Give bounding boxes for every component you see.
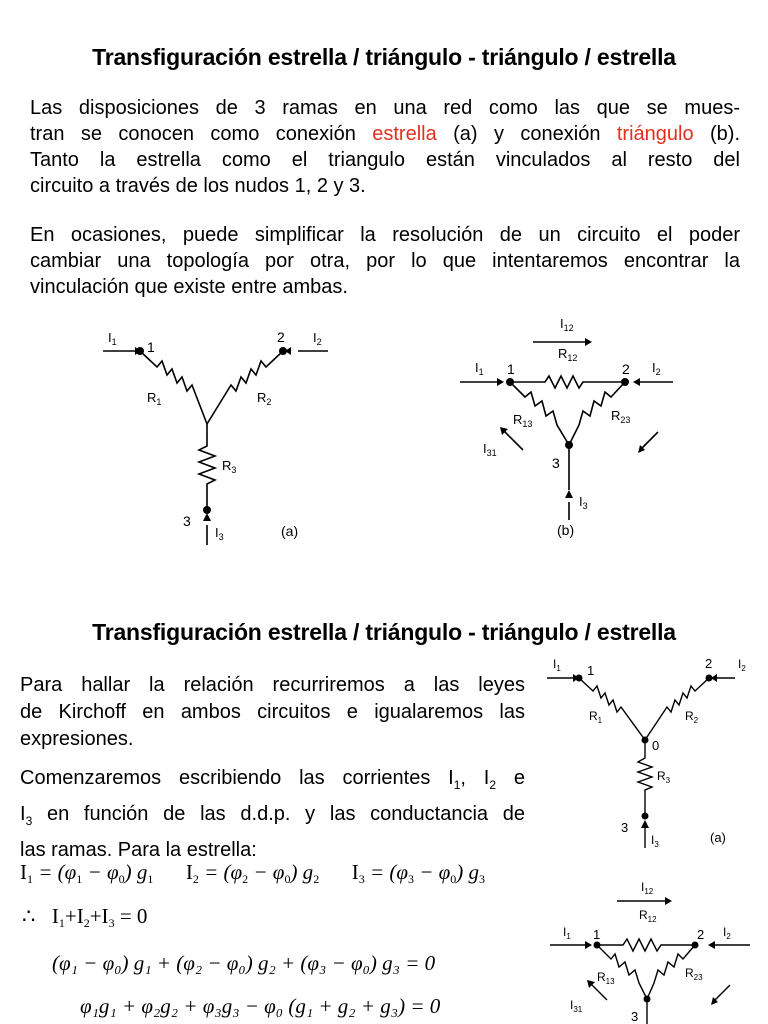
i3-arrow-icon — [203, 513, 211, 521]
currents-text: Comenzaremos escribiendo las corrientes I — [20, 767, 454, 789]
caption-a: (a) — [281, 523, 299, 539]
label-node-3: 3 — [183, 513, 191, 529]
eq-term: ) g — [124, 860, 148, 884]
label-r12: $R_{12}$ — [558, 346, 578, 363]
currents-line-2 — [20, 800, 525, 836]
equation-potentials: (φ₁ − φ₀) g₁ + (φ₂ − φ₀) g₂ + (φ₃ − φ₀) g₃ = 0 — [52, 951, 436, 975]
node-3 — [203, 506, 211, 514]
label-r23: $R_{23}$ — [611, 408, 631, 425]
i3-arrow-icon — [641, 820, 649, 828]
slide-2-title: Transfiguración estrella / triángulo - triángulo / estrella — [92, 619, 676, 645]
relation-paragraph — [20, 672, 525, 753]
eq-term: = (φ — [364, 860, 408, 884]
label-i1: $I_1$ — [563, 925, 571, 941]
node-3 — [644, 996, 651, 1003]
equation-currents — [20, 860, 485, 887]
label-node-1: 1 — [507, 361, 515, 377]
i2-arrow-icon — [708, 941, 715, 949]
star-diagram-small — [545, 658, 760, 853]
node-2 — [692, 942, 699, 949]
label-r13: $R_{13}$ — [597, 970, 615, 986]
eq-sub: 0 — [450, 872, 457, 886]
label-r1: $R_1$ — [589, 709, 603, 725]
eq-term: = (φ — [33, 860, 77, 884]
i3-arrow-icon — [565, 490, 573, 498]
relation-line-3: expresiones. — [20, 728, 134, 750]
intro-text: tran se conocen como conexión — [30, 123, 373, 145]
label-i31: $I_{31}$ — [570, 998, 583, 1014]
i1-arrow-icon — [497, 378, 504, 386]
eq-sub: 1 — [147, 872, 154, 886]
label-i12: $I_{12}$ — [641, 881, 654, 896]
intro-text: (b). — [693, 123, 741, 145]
label-i3: $I_3$ — [651, 833, 659, 849]
label-i2: $I_2$ — [313, 330, 322, 347]
equation-kirchhoff-sum — [22, 904, 147, 931]
eq-sub: 0 — [284, 872, 291, 886]
triangulo-highlight: triángulo — [616, 123, 694, 145]
slide-2 — [0, 596, 768, 1024]
eq-term: − φ — [413, 860, 451, 884]
eq-term: ) g — [456, 860, 480, 884]
eq-sub: 2 — [242, 872, 249, 886]
i12-arrow-icon — [585, 338, 592, 346]
i2-arrow-icon — [633, 378, 640, 386]
slide-1-title: Transfiguración estrella / triángulo - triángulo / estrella — [92, 44, 676, 70]
second-paragraph — [30, 222, 740, 300]
label-i2: $I_2$ — [723, 925, 731, 941]
label-r2: $R_2$ — [685, 709, 699, 725]
eq-term: = 0 — [114, 904, 148, 928]
node-2 — [279, 347, 287, 355]
eq-term: − φ — [82, 860, 119, 884]
node-0 — [642, 737, 649, 744]
label-node-1: 1 — [587, 663, 595, 678]
eq-sub: 1 — [58, 916, 65, 930]
caption-a: (a) — [710, 830, 726, 845]
subscript: 3 — [25, 814, 33, 828]
label-node-3: 3 — [552, 455, 560, 471]
node-1 — [594, 942, 601, 949]
label-node-0: 0 — [652, 738, 660, 753]
intro-text: (a) y conexión — [436, 123, 617, 145]
eq-term: I — [351, 860, 359, 884]
subscript: 1 — [453, 778, 461, 792]
eq-term: +I — [89, 904, 109, 928]
node-1 — [576, 675, 583, 682]
label-r13: $R_{13}$ — [513, 412, 533, 429]
label-node-2: 2 — [622, 361, 630, 377]
eq-term: = (φ — [198, 860, 243, 884]
node-3 — [565, 441, 573, 449]
label-i12: $I_{12}$ — [560, 316, 574, 333]
label-i1: $I_1$ — [553, 658, 561, 673]
label-i1: $I_1$ — [108, 330, 117, 347]
intro-line-1: Las disposiciones de 3 ramas en una red como las que se mues- — [30, 97, 740, 119]
equation-node-zero: φ₁g₁ + φ₂g₂ + φ₃g₃ − φ₀ (g₁ + g₂ + g₃) = 0 — [80, 994, 441, 1018]
delta-diagram-small — [545, 881, 760, 1024]
currents-paragraph — [20, 764, 525, 865]
currents-line-1 — [20, 764, 525, 800]
node-2 — [706, 675, 713, 682]
eq-term: I — [51, 904, 59, 928]
currents-line-3: las ramas. Para la estrella: — [20, 839, 257, 861]
eq-term: I — [20, 860, 27, 884]
eq-sub: 0 — [118, 872, 125, 886]
label-r1: $R_1$ — [147, 390, 162, 407]
intro-line-2 — [30, 121, 740, 147]
eq-term: +I — [64, 904, 84, 928]
star-diagram-a — [95, 320, 335, 550]
label-r3: $R_3$ — [657, 769, 671, 785]
eq-sub: 3 — [407, 872, 414, 886]
therefore-symbol: ∴ — [22, 904, 36, 928]
label-i1: $I_1$ — [475, 360, 484, 377]
eq-sub: 1 — [27, 872, 33, 886]
label-r23: $R_{23}$ — [685, 966, 703, 982]
eq-sub: 3 — [479, 872, 486, 886]
node-2 — [621, 378, 629, 386]
eq-sub: 2 — [313, 872, 320, 886]
subscript: 2 — [489, 778, 497, 792]
eq-term: ) g — [290, 860, 314, 884]
label-r12: $R_{12}$ — [639, 908, 657, 924]
second-line-1: En ocasiones, puede simplificar la resolución de un circuito el poder — [30, 224, 740, 246]
node-1 — [506, 378, 514, 386]
currents-text: en función de las d.d.p. y las conductancia de — [32, 803, 525, 825]
second-line-2: cambiar una topología por otra, por lo que intentaremos encontrar la — [30, 250, 740, 272]
eq-sub: 2 — [83, 916, 90, 930]
label-i2: $I_2$ — [738, 658, 746, 673]
label-node-2: 2 — [705, 658, 713, 671]
node-3 — [642, 813, 649, 820]
relation-line-1: Para hallar la relación recurriremos a las leyes — [20, 674, 525, 696]
label-i31: $I_{31}$ — [483, 441, 497, 458]
intro-line-4: circuito a través de los nudos 1, 2 y 3. — [30, 175, 366, 197]
i1-arrow-icon — [585, 941, 592, 949]
currents-text: I — [20, 803, 26, 825]
currents-text: , I — [460, 767, 490, 789]
estrella-highlight: estrella — [372, 123, 437, 145]
node-1 — [136, 347, 144, 355]
eq-sub: 3 — [358, 872, 365, 886]
label-i3: $I_3$ — [579, 494, 588, 511]
eq-term: I — [185, 860, 193, 884]
label-node-1: 1 — [147, 339, 155, 355]
second-line-3: vinculación que existe entre ambas. — [30, 276, 348, 298]
label-node-3: 3 — [621, 820, 629, 835]
eq-sub: 3 — [108, 916, 115, 930]
intro-paragraph — [30, 95, 740, 199]
label-node-3: 3 — [631, 1009, 639, 1024]
label-i3: $I_3$ — [215, 525, 224, 542]
currents-text: e — [496, 767, 526, 789]
delta-diagram-b — [455, 310, 690, 545]
eq-sub: 1 — [76, 872, 83, 886]
label-node-2: 2 — [697, 927, 705, 942]
eq-sub: 2 — [192, 872, 199, 886]
label-node-1: 1 — [593, 927, 601, 942]
eq-term: − φ — [248, 860, 285, 884]
relation-line-2: de Kirchoff en ambos circuitos e igualaremos las — [20, 701, 525, 723]
i12-arrow-icon — [665, 897, 672, 905]
label-r2: $R_2$ — [257, 390, 272, 407]
caption-b: (b) — [557, 522, 575, 538]
label-r3: $R_3$ — [222, 458, 237, 475]
intro-line-3: Tanto la estrella como el triangulo están vinculados al resto del — [30, 149, 740, 171]
label-node-2: 2 — [277, 329, 285, 345]
label-i2: $I_2$ — [652, 360, 661, 377]
